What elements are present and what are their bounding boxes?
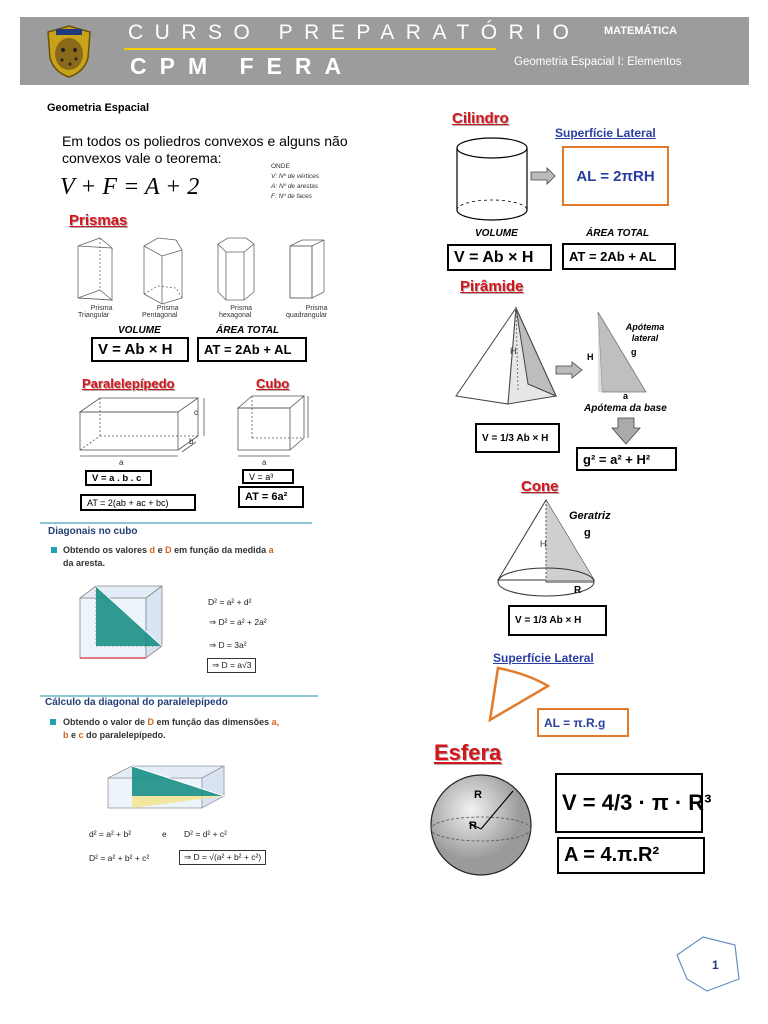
cone-R-label: R: [574, 585, 582, 596]
cone-g-label: g: [584, 527, 591, 539]
cone-lateral-formula: AL = π.R.g: [537, 708, 629, 737]
par-volume-formula: V = a . b . c: [85, 470, 152, 486]
cubo-title: Cubo: [256, 376, 290, 391]
diag-cubo-illustration: [78, 584, 173, 664]
diag-par-title: Cálculo da diagonal do paralelepípedo: [45, 697, 228, 708]
esfera-R1-label: R: [474, 789, 482, 801]
diag-par-bullet: [50, 719, 56, 725]
cone-sup-lateral-title: Superfície Lateral: [493, 651, 594, 665]
cil-volume-label: VOLUME: [475, 228, 518, 239]
par-a-label: a: [119, 458, 124, 467]
esfera-volume-formula: V = 4/3 · π · R³: [555, 773, 703, 833]
pir-volume-formula: V = 1/3 Ab × H: [475, 423, 560, 453]
pir-a-label: a: [623, 391, 629, 401]
cone-geratriz-label: Geratriz: [569, 510, 611, 522]
diag-par-rule: [40, 695, 318, 697]
brand-divider: [124, 48, 496, 50]
pir-apotema-base: Apótema da base: [584, 403, 667, 414]
diag-cubo-text: Obtendo os valores d e D em função da medida a da aresta.: [63, 545, 274, 568]
prism-label-4: Prisma quadrangular: [286, 305, 328, 319]
cil-area-formula: AT = 2Ab + AL: [562, 243, 676, 270]
diag-par-text: Obtendo o valor de D em função das dimensões a, b e c do paralelepípedo.: [63, 717, 280, 740]
cilindro-illustration: [455, 136, 565, 226]
cilindro-title: Cilindro: [452, 110, 509, 127]
diag-par-eq3: D² = a² + b² + c²: [89, 853, 150, 863]
pir-H2-label: H: [587, 352, 594, 362]
prism-label-1: Prisma Triangular: [78, 305, 113, 319]
par-area-formula: AT = 2(ab + ac + bc): [80, 494, 196, 511]
prismas-title: Prismas: [69, 212, 128, 229]
diag-cubo-rule: [40, 522, 312, 524]
esfera-R2-label: R: [469, 820, 477, 832]
topic-label: Geometria Espacial I: Elementos: [514, 56, 682, 68]
cubo-volume-formula: V = a³: [242, 469, 294, 484]
legend-f: F: Nº de faces: [271, 193, 313, 200]
intro-line2: convexos vale o teorema:: [62, 150, 222, 166]
prisms-illustration: [70, 236, 340, 308]
piramide-title: Pirâmide: [460, 278, 524, 295]
paralelepipedo-illustration: [78, 394, 208, 464]
diag-cubo-eq4: ⇒ D = a√3: [207, 658, 256, 673]
page-header: [20, 17, 749, 85]
cpm-fera-logo-icon: [44, 24, 94, 78]
pir-down-arrow-icon: [612, 418, 640, 444]
euler-formula: V + F = A + 2: [60, 174, 200, 200]
par-c-label: c: [194, 408, 198, 417]
pir-H-label: H: [510, 346, 517, 356]
page-marker-shape: [673, 935, 743, 991]
brand-bottom: CPM FERA: [130, 53, 355, 79]
cone-H-label: H: [540, 539, 547, 549]
cubo-area-formula: AT = 6a²: [238, 486, 304, 508]
prism-volume-label: VOLUME: [118, 325, 161, 336]
cil-area-label: ÁREA TOTAL: [586, 228, 650, 239]
diag-cubo-bullet: [51, 547, 57, 553]
esfera-title: Esfera: [434, 740, 502, 765]
diag-cubo-title: Diagonais no cubo: [48, 526, 138, 537]
cil-volume-formula: V = Ab × H: [447, 244, 552, 271]
pir-relation-formula: g² = a² + H²: [576, 447, 677, 471]
diag-par-eq2: D² = d² + c²: [184, 829, 227, 839]
prism-label-2: Prisma Pentagonal: [142, 305, 179, 319]
cil-lateral-formula: AL = 2πRH: [562, 146, 669, 206]
legend-v: V: Nº de vértices: [271, 173, 320, 180]
legend-onde: ONDE: [271, 163, 290, 170]
prism-area-label: ÁREA TOTAL: [216, 325, 280, 336]
piramide-illustration: [452, 300, 682, 420]
diag-par-eq-e: e: [162, 829, 167, 839]
par-b-label: b: [189, 437, 194, 446]
prism-area-formula: AT = 2Ab + AL: [197, 337, 307, 362]
diag-par-illustration: [106, 764, 236, 814]
prism-label-3: Prisma hexagonal: [219, 305, 253, 319]
section-heading: Geometria Espacial: [47, 102, 150, 114]
esfera-area-formula: A = 4.π.R²: [557, 837, 705, 874]
diag-cubo-eq3: ⇒ D = 3a²: [209, 640, 247, 650]
page-number: 1: [712, 958, 719, 972]
cil-sup-lateral-title: Superfície Lateral: [555, 126, 656, 140]
diag-par-eq1: d² = a² + b²: [89, 829, 132, 839]
cone-title: Cone: [521, 478, 559, 495]
subject-label: MATEMÁTICA: [604, 25, 678, 37]
diag-cubo-eq2: ⇒ D² = a² + 2a²: [209, 617, 267, 627]
paralelepipedo-title: Paralelepípedo: [82, 376, 175, 391]
diag-par-eq4: ⇒ D = √(a² + b² + c²): [179, 850, 266, 865]
brand-top: CURSO PREPARATÓRIO: [128, 21, 581, 44]
cubo-illustration: [236, 394, 316, 464]
intro-line1: Em todos os poliedros convexos e alguns não: [62, 133, 348, 149]
diag-cubo-eq1: D² = a² + d²: [208, 597, 252, 607]
pir-apotema-lateral: Apótema lateral: [625, 322, 665, 343]
prism-volume-formula: V = Ab × H: [91, 337, 189, 362]
cone-volume-formula: V = 1/3 Ab × H: [508, 605, 607, 636]
legend-a: A: Nº de arestas: [271, 183, 319, 190]
cubo-a-label: a: [262, 458, 267, 467]
pir-g-label: g: [631, 347, 637, 357]
